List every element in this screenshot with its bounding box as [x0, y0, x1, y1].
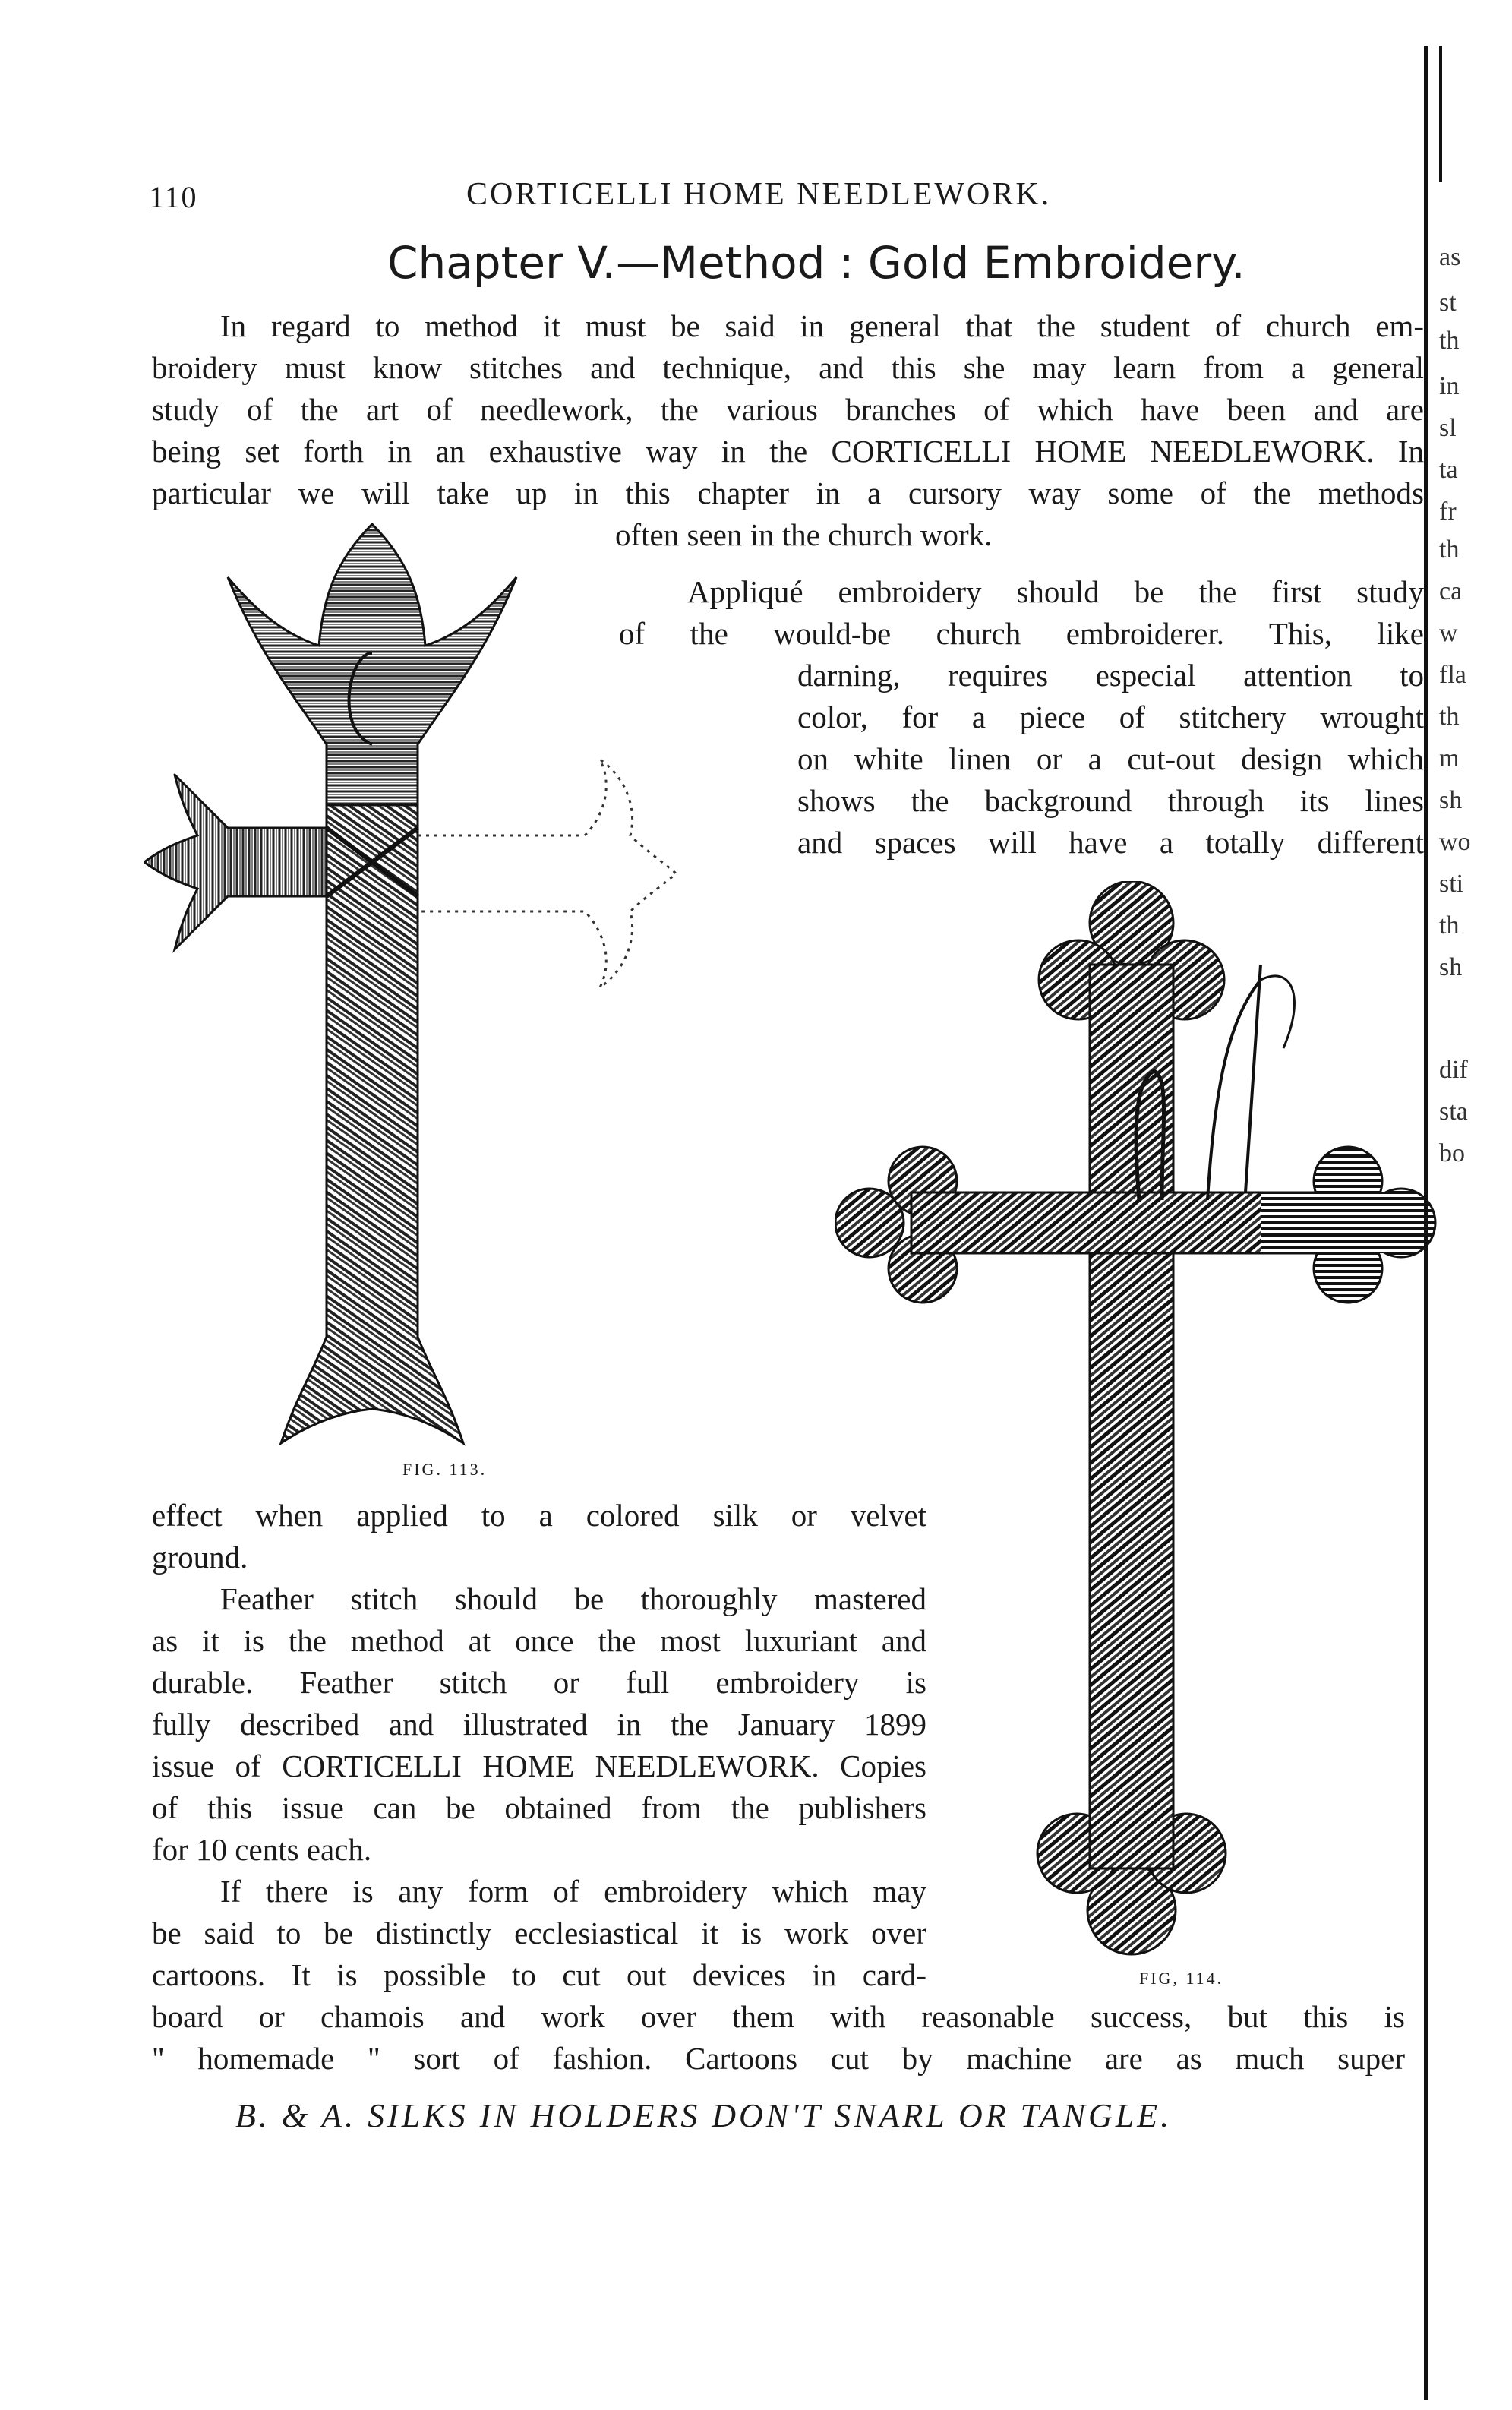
margin-fragment-5: sl	[1439, 414, 1457, 442]
left-line-6: fully described and illustrated in the January 1899	[152, 1707, 926, 1742]
applique-line-1: Appliqué embroidery should be the first study	[687, 574, 1424, 609]
applique-line-7: and spaces will have a totally different	[797, 825, 1424, 860]
margin-fragment-4: in	[1439, 372, 1460, 400]
margin-fragment-6: ta	[1439, 456, 1458, 484]
applique-line-5: on white linen or a cut-out design which	[797, 741, 1424, 776]
bottom-line-2: " homemade " sort of fashion. Cartoons cut by machine are as much super	[152, 2041, 1405, 2076]
margin-fragment-3: th	[1439, 327, 1460, 355]
fig113-caption: FIG. 113.	[402, 1460, 488, 1479]
margin-fragment-20: sta	[1439, 1098, 1468, 1126]
margin-fragment-14: sh	[1439, 786, 1463, 814]
left-line-7: issue of CORTICELLI HOME NEEDLEWORK. Copies	[152, 1748, 926, 1783]
fig114-caption: FIG, 114.	[1139, 1969, 1224, 1988]
binding-mark	[1439, 46, 1442, 182]
applique-line-3: darning, requires especial attention to	[797, 658, 1424, 693]
margin-fragment-10: w	[1439, 619, 1458, 647]
left-line-3: Feather stitch should be thoroughly mastered	[220, 1581, 926, 1616]
margin-fragment-15: wo	[1439, 828, 1471, 856]
margin-fragment-9: ca	[1439, 577, 1463, 605]
left-line-9: for 10 cents each.	[152, 1832, 372, 1867]
margin-fragment-19: dif	[1439, 1056, 1468, 1084]
left-line-4: as it is the method at once the most luxuriant and	[152, 1623, 926, 1658]
applique-line-4: color, for a piece of stitchery wrought	[797, 700, 1424, 734]
binding-edge	[1424, 46, 1428, 2400]
left-line-10: If there is any form of embroidery which may	[220, 1874, 926, 1909]
figure-113-cross	[144, 516, 775, 1458]
margin-fragment-1: as	[1439, 243, 1461, 271]
left-line-8: of this issue can be obtained from the publishers	[152, 1790, 926, 1825]
intro-line-3: study of the art of needlework, the various branches of which have been and are	[152, 392, 1424, 427]
intro-line-4: being set forth in an exhaustive way in the CORTICELLI HOME NEEDLEWORK. In	[152, 434, 1424, 469]
margin-fragment-7: fr	[1439, 497, 1457, 526]
running-title: CORTICELLI HOME NEEDLEWORK.	[466, 177, 1052, 212]
margin-fragment-13: m	[1439, 744, 1460, 772]
left-line-11: be said to be distinctly ecclesiastical it is work over	[152, 1916, 926, 1950]
margin-fragment-17: th	[1439, 911, 1460, 940]
applique-line-6: shows the background through its lines	[797, 783, 1424, 818]
margin-fragment-11: fla	[1439, 661, 1466, 689]
footer-slogan: B. & A. SILKS IN HOLDERS DON'T SNARL OR TANGLE.	[235, 2097, 1173, 2134]
applique-line-2: of the would-be church embroiderer. This, like	[619, 616, 1424, 651]
left-line-12: cartoons. It is possible to cut out devices in card-	[152, 1957, 926, 1992]
page-number: 110	[149, 180, 198, 214]
bottom-line-1: board or chamois and work over them with reasonable success, but this is	[152, 1999, 1405, 2034]
margin-fragment-12: th	[1439, 703, 1460, 731]
margin-fragment-16: sti	[1439, 870, 1464, 898]
intro-line-1: In regard to method it must be said in general that the student of church em-	[220, 308, 1424, 343]
left-line-2: ground.	[152, 1540, 248, 1575]
figure-114-cross	[835, 881, 1443, 1975]
intro-line-5: particular we will take up in this chapter in a cursory way some of the methods	[152, 475, 1424, 510]
chapter-title: Chapter V.—Method : Gold Embroidery.	[387, 237, 1245, 289]
margin-fragment-8: th	[1439, 535, 1460, 564]
left-line-5: durable. Feather stitch or full embroidery is	[152, 1665, 926, 1700]
margin-fragment-21: bo	[1439, 1139, 1465, 1167]
margin-fragment-2: st	[1439, 289, 1457, 317]
intro-line-2: broidery must know stitches and technique, and this she may learn from a general	[152, 350, 1424, 385]
intro-line-6: often seen in the church work.	[615, 517, 993, 552]
margin-fragment-18: sh	[1439, 953, 1463, 981]
left-line-1: effect when applied to a colored silk or velvet	[152, 1498, 926, 1533]
